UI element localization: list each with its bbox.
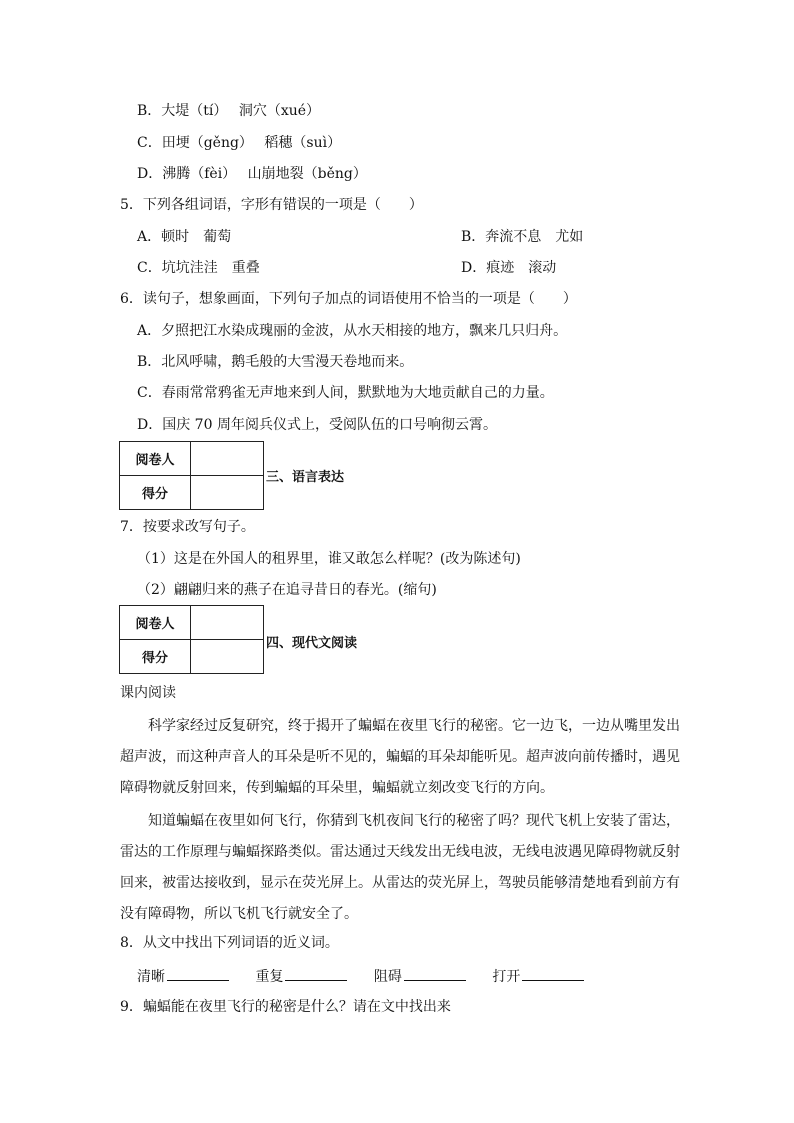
q8-word: 打开	[492, 969, 521, 985]
q8-word: 重复	[255, 969, 284, 985]
score-table-section3	[119, 441, 264, 510]
q8-stem: 8．从文中找出下列词语的近义词。	[120, 935, 339, 951]
q6-option-a: A．夕照把江水染成瑰丽的金波，从水天相接的地方，飘来几只归舟。	[137, 323, 568, 339]
section3-title: 三、语言表达	[266, 470, 345, 485]
reviewer-cell[interactable]	[191, 606, 264, 640]
q6-option-d: D．国庆 70 周年阅兵仪式上，受阅队伍的口号响彻云霄。	[137, 417, 497, 433]
q5-option-d: D．痕迹 滚动	[461, 260, 557, 276]
q5-option-c: C．坑坑洼洼 重叠	[137, 260, 260, 276]
q7-stem: 7．按要求改写句子。	[120, 519, 255, 535]
q8-answer-blank[interactable]	[404, 966, 466, 981]
reading-heading: 课内阅读	[120, 685, 176, 701]
reviewer-cell[interactable]	[191, 442, 264, 476]
q6-option-b: B．北风呼啸，鹅毛般的大雪漫天卷地而来。	[137, 354, 414, 370]
reviewer-label: 阅卷人	[120, 442, 191, 476]
q5-option-a: A．顿时 葡萄	[137, 229, 232, 245]
q5-option-b: B．奔流不息 尤如	[461, 229, 584, 245]
score-cell[interactable]	[191, 476, 264, 510]
q5-stem: 5．下列各组词语，字形有错误的一项是（ ）	[120, 197, 423, 213]
q8-answer-blank[interactable]	[285, 966, 347, 981]
reviewer-label: 阅卷人	[120, 606, 191, 640]
score-table-section4	[119, 605, 264, 674]
section4-title: 四、现代文阅读	[266, 636, 358, 651]
score-label: 得分	[120, 640, 191, 674]
q8-answer-blank[interactable]	[167, 966, 229, 981]
reading-paragraph-1: 科学家经过反复研究，终于揭开了蝙蝠在夜里飞行的秘密。它一边飞，一边从嘴里发出超声波，而这种声音人的耳朵是听不见的，蝙蝠的耳朵却能听见。超声波向前传播时，遇见障碍物就反射回来，传到蝙蝠的耳朵里，蝙蝠就立刻改变飞行的方向。	[120, 718, 680, 796]
q4-option-c: C．田埂（gěng） 稻穗（suì）	[137, 135, 342, 151]
q8-fill-row	[137, 966, 606, 986]
q9-stem: 9．蝙蝠能在夜里飞行的秘密是什么？请在文中找出来	[120, 999, 451, 1015]
score-cell[interactable]	[191, 640, 264, 674]
q8-answer-blank[interactable]	[522, 966, 584, 981]
reading-paragraph-2: 知道蝙蝠在夜里如何飞行，你猜到飞机夜间飞行的秘密了吗？现代飞机上安装了雷达，雷达的工作原理与蝙蝠探路类似。雷达通过天线发出无线电波，无线电波遇见障碍物就反射回来，被雷达接收到，显示在荧光屏上。从雷达的荧光屏上，驾驶员能够清楚地看到前方有没有障碍物，所以飞机飞行就安全了。	[120, 813, 680, 922]
q4-option-d: D．沸腾（fèi） 山崩地裂（běng）	[137, 166, 367, 182]
q6-option-c: C．春雨常常鸦雀无声地来到人间，默默地为大地贡献自己的力量。	[137, 385, 554, 401]
q7-sub2: （2）翩翩归来的燕子在追寻昔日的春光。(缩句)	[137, 582, 437, 598]
q4-option-b: B．大堤（tí） 洞穴（xué）	[137, 103, 321, 119]
score-label: 得分	[120, 476, 191, 510]
q8-word: 阻碍	[373, 969, 402, 985]
q7-sub1: （1）这是在外国人的租界里，谁又敢怎么样呢？(改为陈述句)	[137, 551, 521, 567]
q8-word: 清晰	[137, 969, 165, 985]
q6-stem: 6．读句子，想象画面，下列句子加点的词语使用不恰当的一项是（ ）	[120, 291, 577, 307]
